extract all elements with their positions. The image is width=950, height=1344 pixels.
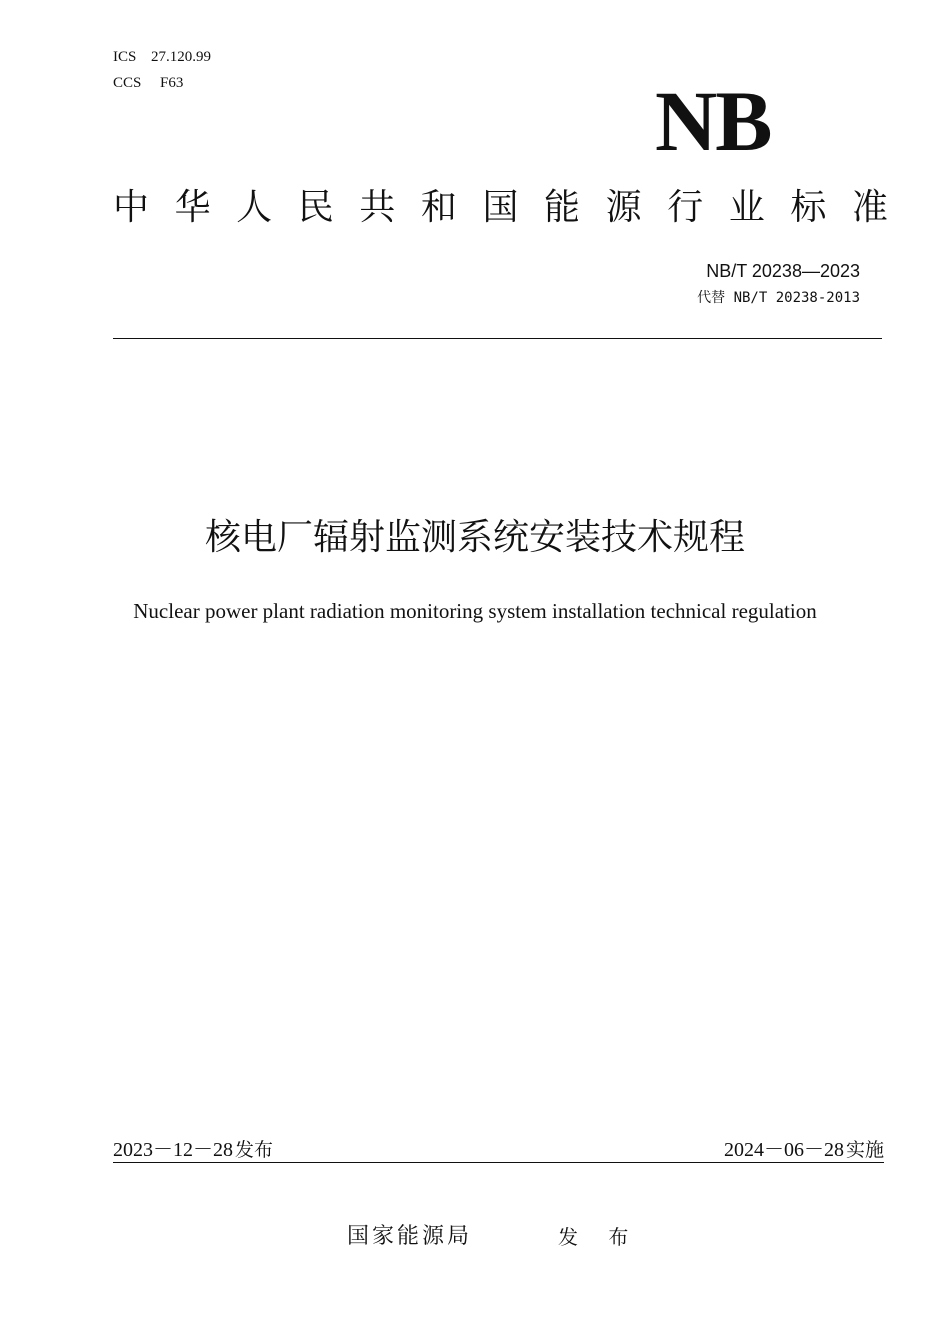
effective-date: 2024－06－28 — [723, 1139, 844, 1161]
standard-name-char: 华 — [174, 187, 211, 228]
standard-name-char: 和 — [420, 187, 457, 228]
standard-name-char: 国 — [482, 187, 519, 228]
standard-name-char: 准 — [851, 187, 888, 228]
issue-word: 发 布 — [558, 1225, 641, 1249]
standard-name-char: 中 — [113, 187, 150, 228]
date-row — [113, 1137, 884, 1163]
standard-name-char: 源 — [605, 187, 642, 228]
replaces-standard: 代替 NB/T 20238-2013 — [697, 290, 860, 306]
ics-line — [113, 48, 211, 66]
standard-name-char: 行 — [667, 187, 704, 228]
issuing-authority: 国家能源局 — [347, 1224, 473, 1249]
effective-date-group — [724, 1137, 884, 1163]
standard-code: NB/T 20238—2023 — [706, 261, 860, 281]
nb-logo: NB — [655, 73, 771, 169]
standard-name-char: 标 — [790, 187, 827, 228]
standard-name-char: 共 — [359, 187, 396, 228]
standard-category-name — [113, 186, 888, 230]
header-divider — [113, 338, 882, 339]
ics-label: ICS — [113, 49, 137, 65]
document-title-chinese: 核电厂辐射监测系统安装技术规程 — [204, 517, 745, 558]
ics-value: 27.120.99 — [151, 49, 211, 65]
standard-name-char: 业 — [728, 187, 765, 228]
document-title-english: Nuclear power plant radiation monitoring system installation technical regulation — [133, 599, 817, 623]
release-label: 发布 — [235, 1139, 274, 1161]
standard-name-char: 人 — [236, 187, 273, 228]
standard-name-char: 能 — [544, 187, 581, 228]
effective-label: 实施 — [845, 1139, 884, 1161]
ccs-label: CCS — [113, 75, 142, 91]
release-date: 2023－12－28 — [113, 1139, 233, 1161]
standard-name-char: 民 — [297, 187, 334, 228]
release-date-group — [113, 1137, 273, 1163]
footer-divider — [113, 1162, 884, 1163]
ccs-line — [113, 74, 183, 92]
ccs-value: F63 — [160, 75, 184, 91]
